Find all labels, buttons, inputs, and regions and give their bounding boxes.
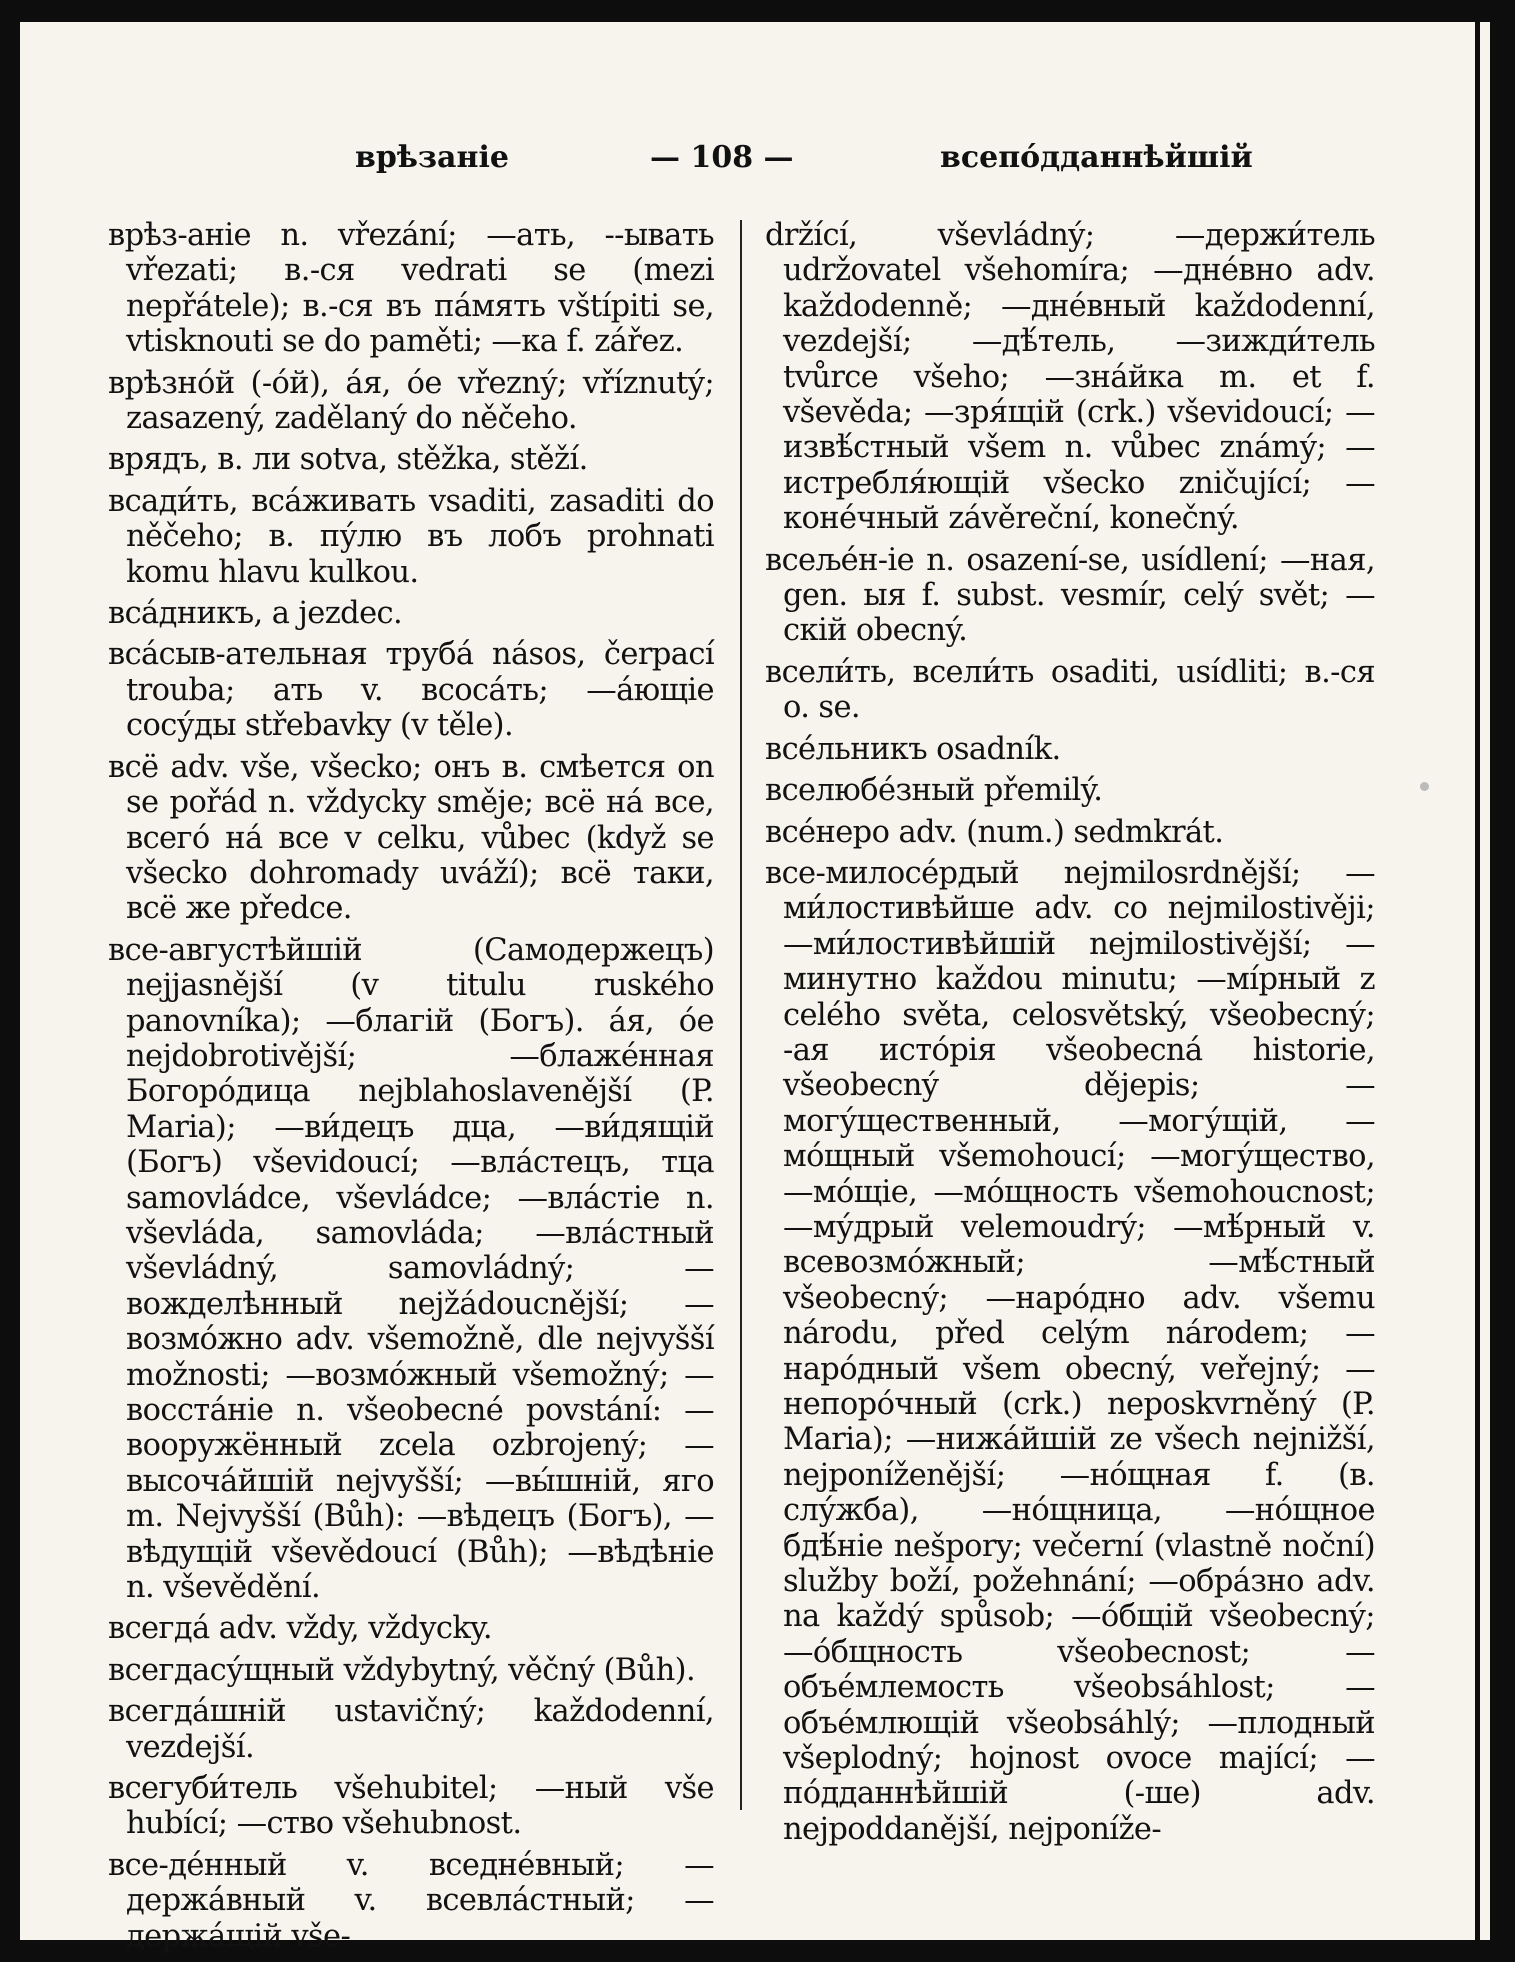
entry: držící, vševládný; —держи́тель udržovatel všehomíra; —дне́вно adv. každodenně; —дне́вный každodenní, vezdejší; —дѣ́тель, —зижди́тель tvůrce všeho; —зна́йка m. et f. vševěda; —зря́щій (crk.) vševidoucí; —извѣ́стный všem n. vůbec známý; —истребля́ющій všecko zničující; —коне́чный závěreční, konečný.	[765, 218, 1375, 537]
entry: всади́ть, вса́живать vsaditi, zasaditi do něčeho; в. пу́лю въ лобъ prohnati komu hlavu kulkou.	[108, 483, 714, 590]
header-left-guideword: врѣзаніе	[355, 140, 509, 175]
entry: всегда́шній ustavičný; každodenní, vezdejší.	[108, 1694, 714, 1765]
entry: все́неро adv. (num.) sedmkrát.	[765, 814, 1224, 850]
left-column	[108, 218, 714, 1960]
entry: все-августѣйшій (Самодержецъ) nejjasnější (v titulu ruského panovníka); —благій (Богъ). а́я, о́е nejdobrotivější; —блаже́нная Богоро́дица nejblahoslavenější (P. Maria); —ви́децъ дца, —ви́дящій (Богъ) vševidoucí; —вла́стецъ, тца samovládce, vševládce; —вла́стіе n. vševláda, samovláda; —вла́стный vševládný, samovládný; —вожделѣнный nejžádoucnější; —возмо́жно adv. všemožně, dle nejvyšší možnosti; —возмо́жный všemožný; —восста́ніе n. všeobecné povstání: —вооружённый zcela ozbrojený; —высоча́йшій nejvyšší; —вы́шній, яго m. Nejvyšší (Bůh): —вѣдецъ (Богъ), —вѣдущій vševědoucí (Bůh); —вѣдѣніе n. vševědění.	[108, 932, 714, 1606]
entry: все-де́нный v. вседне́вный; —держа́вный v. всевла́стный; —держа́щій vše-	[108, 1847, 714, 1954]
next-page-edge	[1480, 22, 1490, 1940]
entry: всели́ть, всели́ть osaditi, usídliti; в.-ся o. se.	[765, 654, 1375, 726]
paper-speck	[1420, 782, 1429, 791]
entry: всеље́н-іе n. osazení-se, usídlení; —ная, gen. ыя f. subst. vesmír, celý svět; —скій obecný.	[765, 542, 1375, 649]
header-right-guideword: всепо́дданнѣйшій	[940, 140, 1253, 175]
entry: врѣзно́й (-о́й), а́я, о́е vřezný; vříznutý; zasazený, zadělaný do něčeho.	[108, 365, 714, 437]
entry: вса́дникъ, a jezdec.	[108, 596, 403, 632]
entry: вса́сыв-ательная труба́ násos, čerpací trouba; ать v. всоса́ть; —а́ющіе сосу́ды střebavky (v těle).	[108, 637, 714, 744]
entry: все-милосе́рдый nejmilosrdnější; —ми́лостивѣйше adv. co nejmilostivěji; —ми́лостивѣйшій nejmilostivější; —минутно každou minutu; —мі́рный z celého světa, celosvětský, všeobecný; -ая исто́рія všeobecná historie, všeobecný dějepis; —могу́щественный, —могу́щій, —мо́щный všemohoucí; —могу́щество, —мо́щіе, —мо́щность všemohoucnost; —му́дрый velemoudrý; —мѣ́рный v. всевозмо́жный; —мѣ́стный všeobecný; —наро́дно adv. všemu národu, před celým národem; —наро́дный všem obecný, veřejný; —непоро́чный (crk.) neposkvrněný (P. Maria); —нижа́йшій ze všech nejnižší, nejponíženější; —но́щная f. (в. слу́жба), —но́щница, —но́щное бдѣ́ніе nešpory; večerní (vlastně noční) služby boží, požehnání; —обра́зно adv. na každý spůsob; —о́бщій všeobecný; —о́бщность všeobecnost; —объе́млемость všeobsáhlost; —объе́млющій všeobsáhlý; —плодный všeplodný; hojnost ovoce mající; —по́дданнѣйшій (-ше) adv. nejpoddanější, nejponíže-	[765, 855, 1375, 1847]
right-column	[765, 218, 1375, 1853]
entry: всегда́ adv. vždy, vždycky.	[108, 1611, 492, 1647]
entry: все́льникъ osadník.	[765, 731, 1061, 767]
entry: врѣз-аніе n. vřezání; —ать, --ывать vřezati; в.-ся vedrati se (mezi nepřátele); в.-ся въ па́мять vštípiti se, vtisknouti se do paměti; —ка f. zářez.	[108, 218, 714, 360]
entry: врядъ, в. ли sotva, stěžka, stěží.	[108, 442, 588, 478]
entry: всё adv. vše, všecko; онъ в. смѣется on se pořád n. vždycky směje; всё на́ все, всего́ на́ все v celku, vůbec (když se všecko dohromady uváží); всё таки, всё же předce.	[108, 749, 714, 927]
column-divider	[740, 220, 742, 1810]
entry: всегуби́тель všehubitel; —ный vše hubící; —ство všehubnost.	[108, 1771, 714, 1842]
entry: всегдасу́щный vždybytný, věčný (Bůh).	[108, 1652, 696, 1688]
entry: вселюбе́зный přemilý.	[765, 773, 1103, 809]
page-number: — 108 —	[650, 140, 794, 175]
